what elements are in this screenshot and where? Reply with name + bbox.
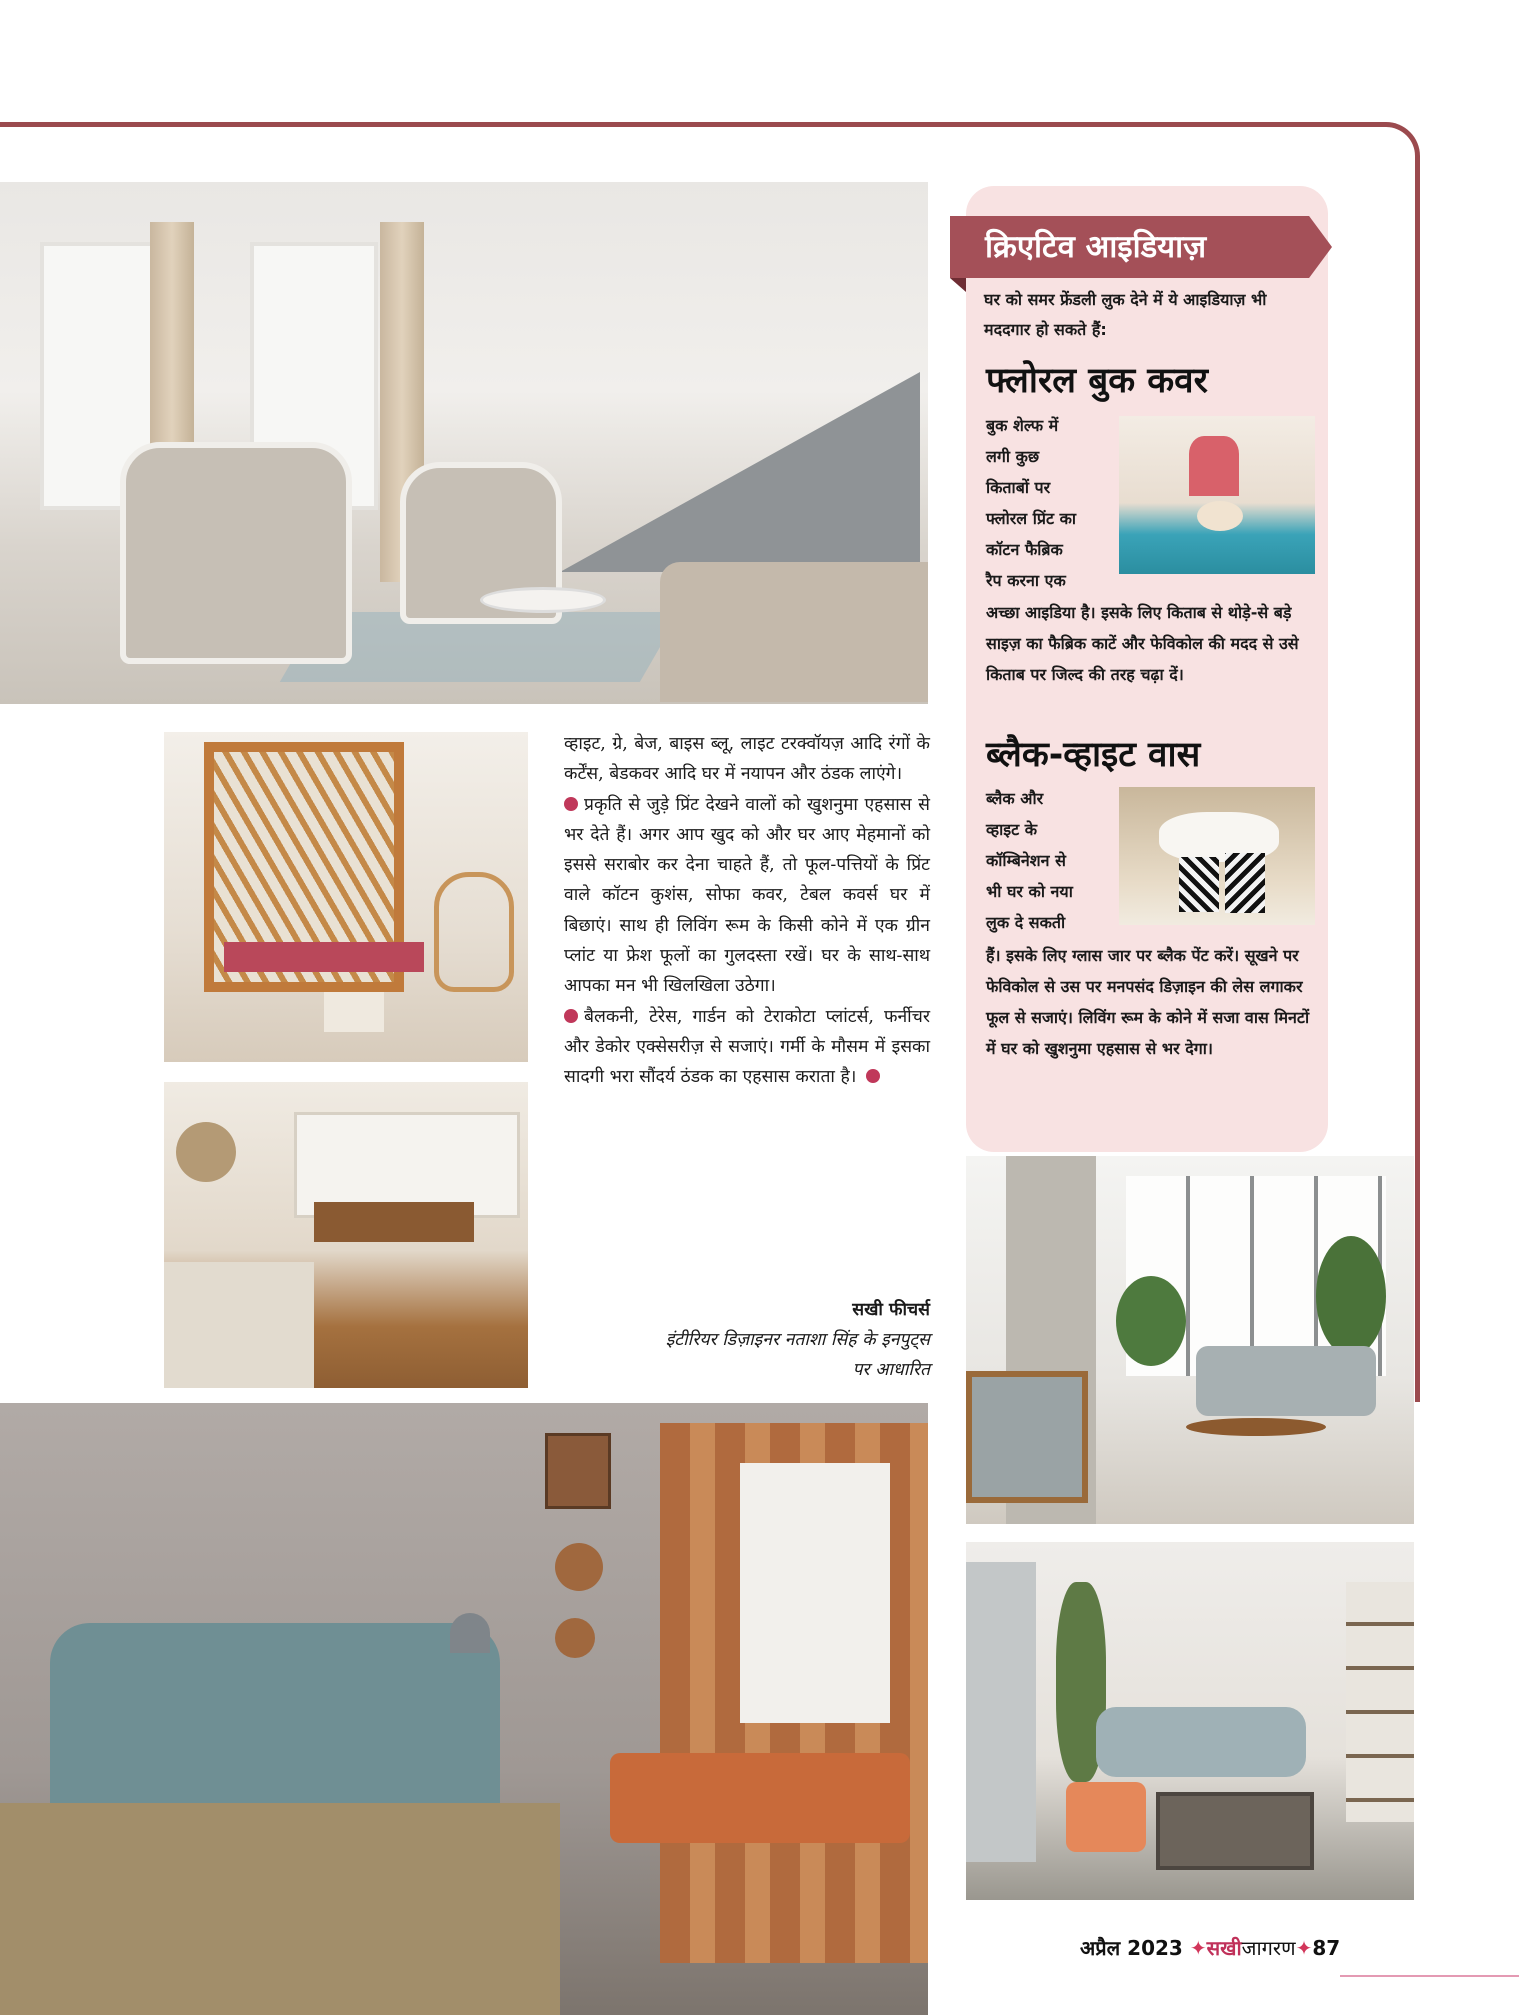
bullet-icon — [564, 1009, 578, 1023]
bedroom-photo — [0, 1403, 928, 2015]
byline: सखी फीचर्स — [852, 1300, 930, 1320]
plant — [1316, 1236, 1386, 1356]
coffee-table — [1156, 1792, 1314, 1870]
pouf — [324, 992, 384, 1032]
armchair — [966, 1371, 1088, 1503]
section-text-narrow: बुक शेल्फ में लगी कुछ किताबों पर फ्लोरल प्रिंट का कॉटन फैब्रिक रैप करना एक — [986, 416, 1077, 590]
section-text: हैं। इसके लिए ग्लास जार पर ब्लैक पेंट करें। सूखने पर फेविकोल से उस पर मनपसंद डिज़ाइन की लेस लगाकर फूल से सजाएं। लिविंग रूम के कोने में सजा वास मिनटों में घर को खुशनुमा एहसास से भर देगा। — [986, 946, 1310, 1058]
dining-table — [314, 1202, 474, 1242]
pendant-lamp — [450, 1613, 490, 1653]
swing-chair — [434, 872, 514, 992]
vase — [1179, 857, 1219, 912]
sidebar-intro: घर को समर फ्रेंडली लुक देने में ये आइडियाज़ भी मददगार हो सकते हैं: — [984, 290, 1267, 339]
hero-living-room-photo — [0, 182, 928, 704]
wall-frame — [545, 1433, 611, 1509]
bullet-icon — [564, 797, 578, 811]
black-white-vase-photo — [1119, 787, 1315, 925]
coral-decor — [1189, 436, 1239, 496]
page-footer — [1080, 1933, 1340, 1963]
bed — [0, 1803, 560, 2015]
staircase — [560, 372, 920, 572]
headboard — [50, 1623, 500, 1823]
brand-jagran: जागरण — [1241, 1936, 1296, 1960]
bench — [610, 1753, 910, 1843]
shelf — [1346, 1582, 1414, 1822]
section-heading: ब्लैक-व्हाइट वास — [986, 735, 1201, 775]
plant — [1116, 1276, 1186, 1366]
section-heading: फ्लोरल बुक कवर — [986, 361, 1208, 401]
sidebar-title: क्रिएटिव आइडियाज़ — [985, 229, 1207, 265]
bench-cushion — [224, 942, 424, 972]
section-text-narrow: ब्लैक और व्हाइट के कॉम्बिनेशन से भी घर को नया लुक दे सकती — [986, 789, 1073, 932]
wall-plate — [555, 1543, 603, 1591]
wall-plate — [555, 1618, 595, 1658]
sofa — [1096, 1707, 1306, 1777]
vase — [1225, 853, 1265, 913]
floral-book-photo — [1119, 416, 1315, 574]
coffee-table — [480, 587, 606, 613]
page-number: 87 — [1312, 1936, 1341, 1960]
star-separator-icon: ✦ — [1295, 1936, 1313, 1960]
lounge-photo — [966, 1542, 1414, 1900]
article-credit — [560, 1295, 930, 1385]
coffee-table — [1186, 1418, 1326, 1436]
issue-month: अप्रैल 2023 — [1080, 1936, 1183, 1960]
starfish — [1197, 501, 1243, 531]
article-paragraph: बैलकनी, टेरेस, गार्डन को टेराकोटा प्लांटर्स, फर्नीचर और डेकोर एक्सेसरीज़ से सजाएं। गर्मी के मौसम में इसका सादगी भरा सौंदर्य ठंडक का एहसास कराता है। — [564, 1006, 930, 1088]
credit-line: इंटीरियर डिज़ाइनर नताशा सिंह के इनपुट्स — [665, 1330, 930, 1350]
article-paragraph: व्हाइट, ग्रे, बेज, बाइस ब्लू, लाइट टरक्वॉयज़ आदि रंगों के कर्टेंस, बेडकवर आदि घर में नयापन और ठंडक लाएंगे। — [564, 734, 930, 785]
star-separator-icon: ✦ — [1189, 1936, 1207, 1960]
floral-stool — [1066, 1782, 1146, 1852]
plant-living-room-photo — [966, 1156, 1414, 1524]
footer-rule — [1340, 1975, 1519, 1977]
brand-sakhi: सखी — [1206, 1936, 1242, 1960]
mirror-panel — [966, 1562, 1036, 1862]
section-text: अच्छा आइडिया है। इसके लिए किताब से थोड़े-से बड़े साइज़ का फैब्रिक काटें और फेविकोल की मदद से उसे किताब पर जिल्द की तरह चढ़ा दें। — [986, 603, 1299, 684]
reading-nook-photo — [164, 732, 528, 1062]
dining-area-photo — [164, 1082, 528, 1388]
article-paragraph: प्रकृति से जुड़े प्रिंट देखने वालों को खुशनुमा एहसास से भर देते हैं। अगर आप खुद को और घर आए मेहमानों को इससे सराबोर कर देना चाहते हैं, तो फूल-पत्तियों के प्रिंट वाले कॉटन कुशंस, सोफा कवर, टेबल कवर्स घर में बिछाएं। साथ ही लिविंग रूम के किसी कोने में एक ग्रीन प्लांट या फ्रेश फूलों का गुलदस्ता रखें। घर के साथ-साथ आपका मन भी खिलखिला उठेगा। — [564, 794, 930, 997]
end-mark-icon — [866, 1069, 880, 1083]
credit-line: पर आधारित — [852, 1360, 930, 1380]
sofa — [164, 1262, 314, 1388]
article-body — [564, 729, 930, 1093]
wall-decor-plate — [176, 1122, 236, 1182]
sofa — [1196, 1346, 1376, 1416]
window — [740, 1463, 890, 1723]
armchair — [120, 442, 352, 664]
sofa — [660, 562, 928, 702]
